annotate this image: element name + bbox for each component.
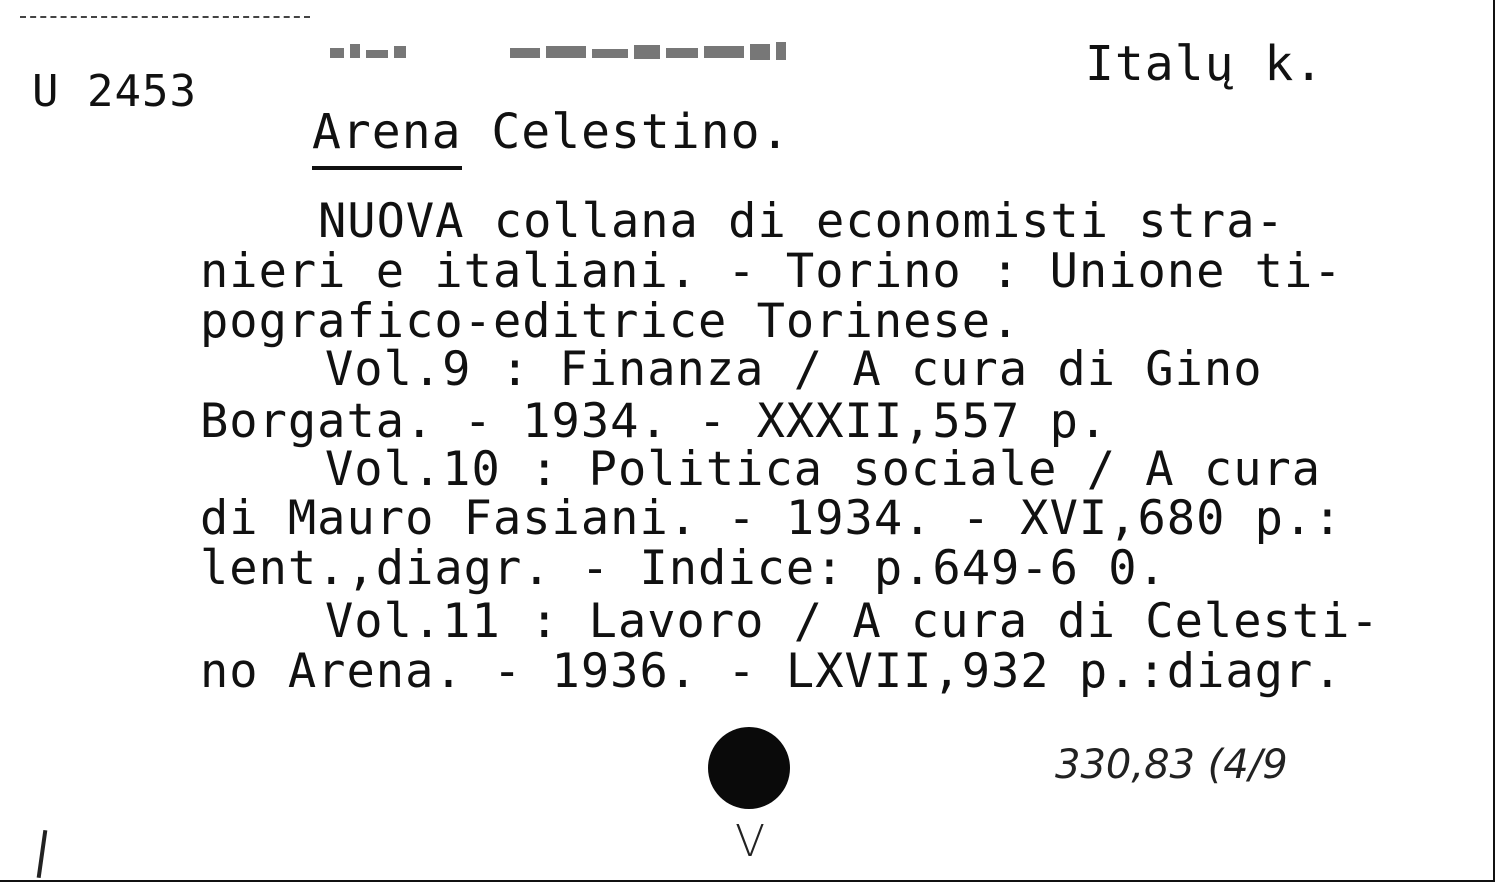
body-line-1: NUOVA collana di economisti stra- xyxy=(318,194,1285,249)
body-line-4: Vol.9 : Finanza / A cura di Gino xyxy=(325,342,1263,397)
body-line-10: no Arena. - 1936. - LXVII,932 p.:diagr. xyxy=(200,644,1343,699)
body-line-9: Vol.11 : Lavoro / A cura di Celesti- xyxy=(325,594,1380,649)
bottom-mark: V xyxy=(735,816,766,867)
body-line-5: Borgata. - 1934. - XXXII,557 p. xyxy=(200,394,1109,449)
language-section: Italų k. xyxy=(1085,36,1325,92)
top-dashed-rule xyxy=(20,16,310,18)
body-line-6: Vol.10 : Politica sociale / A cura xyxy=(325,442,1322,497)
body-line-8: lent.,diagr. - Indice: p.649-6 0. xyxy=(200,541,1167,596)
body-line-3: pografico-editrice Torinese. xyxy=(200,294,1021,349)
author-surname: Arena xyxy=(312,104,462,170)
body-line-2: nieri e italiani. - Torino : Unione ti- xyxy=(200,244,1343,299)
body-line-7: di Mauro Fasiani. - 1934. - XVI,680 p.: xyxy=(200,491,1343,546)
pencil-tick xyxy=(37,830,48,878)
author-heading xyxy=(312,104,791,160)
faded-stamp xyxy=(330,40,800,70)
punch-hole xyxy=(708,727,790,809)
author-given-name: Celestino. xyxy=(491,104,791,160)
shelf-mark: 330,83 (4/9 xyxy=(1055,742,1288,788)
call-number: U 2453 xyxy=(32,66,197,117)
